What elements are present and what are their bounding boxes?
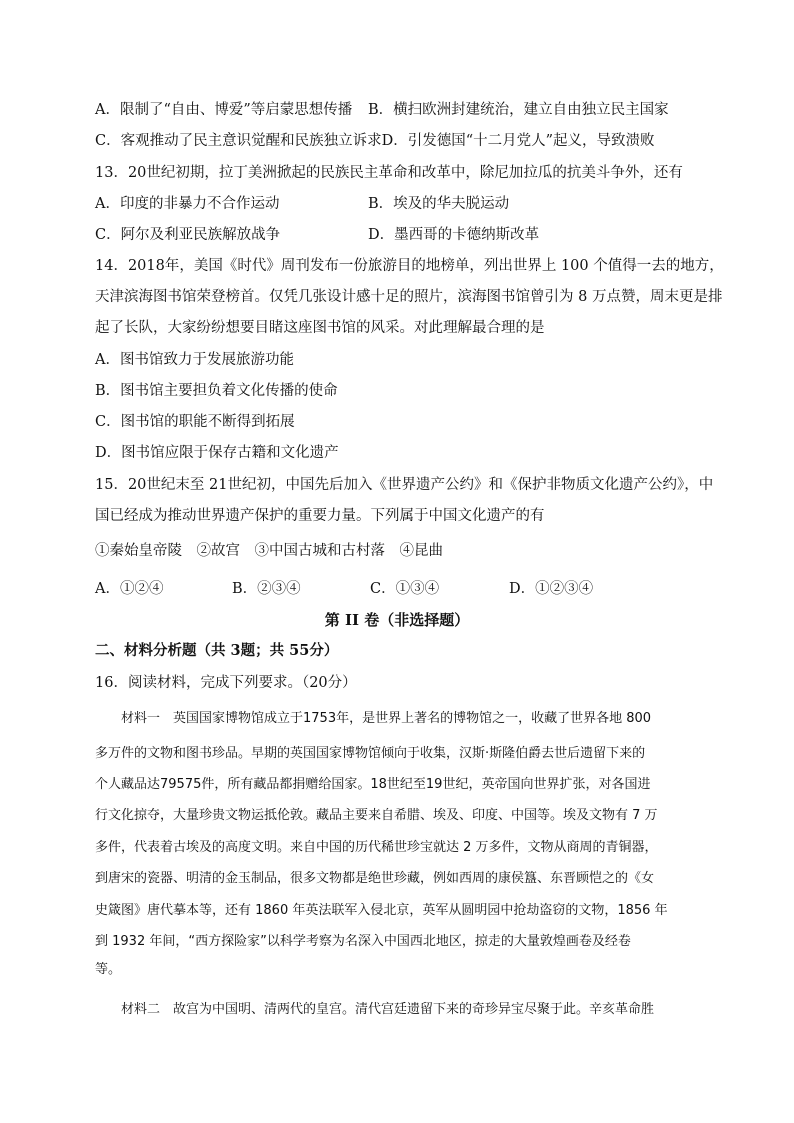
- material1-line: 个人藏品达79575件，所有藏品都捐赠给国家。18世纪至19世纪，英帝国向世界扩张，对各国进: [95, 777, 651, 792]
- q15-items: ①秦始皇帝陵 ②故宫 ③中国古城和古村落 ④昆曲: [95, 543, 443, 559]
- q14-option-b: B．图书馆主要担负着文化传播的使命: [95, 383, 338, 399]
- q15-stem-line: 15．20世纪末至 21世纪初，中国先后加入《世界遗产公约》和《保护非物质文化遗产公约》，中: [95, 477, 714, 493]
- q14-stem-line: 天津滨海图书馆荣登榜首。仅凭几张设计感十足的照片，滨海图书馆曾引为 8 万点赞，周末更是排: [95, 289, 723, 305]
- q15-option-b: B．②③④: [232, 581, 301, 597]
- q14-option-d: D．图书馆应限于保存古籍和文化遗产: [95, 445, 339, 461]
- material2-line: 材料二 故宫为中国明、清两代的皇宫。清代宫廷遗留下来的奇珍异宝尽聚于此。辛亥革命胜: [95, 1002, 655, 1017]
- q16-stem: 16．阅读材料，完成下列要求。（20分）: [95, 675, 357, 691]
- q14-stem-line: 起了长队，大家纷纷想要目睹这座图书馆的风采。对此理解最合理的是: [95, 320, 545, 336]
- material1-line: 材料一 英国国家博物馆成立于1753年，是世界上著名的博物馆之一，收藏了世界各地 800: [95, 711, 652, 726]
- material1-line: 多万件的文物和图书珍品。早期的英国国家博物馆倾向于收集，汉斯·斯隆伯爵去世后遗留下来的: [95, 746, 646, 761]
- q13-option-a: A．印度的非暴力不合作运动: [95, 196, 280, 212]
- q13-stem: 13．20世纪初期，拉丁美洲掀起的民族民主革命和改革中，除尼加拉瓜的抗美斗争外，还有: [95, 165, 683, 181]
- q15-option-d: D．①②③④: [509, 581, 594, 597]
- q15-option-c: C．①③④: [370, 581, 440, 597]
- q15-stem-line: 国已经成为推动世界遗产保护的重要力量。下列属于中国文化遗产的有: [95, 508, 545, 524]
- part2-title: 第 II 卷（非选择题）: [324, 611, 470, 629]
- q12-option-b: B．横扫欧洲封建统治，建立自由独立民主国家: [368, 102, 669, 118]
- part2-heading: 二、材料分析题（共 3题；共 55分）: [95, 642, 339, 659]
- material1-line: 史箴图》唐代摹本等，还有 1860 年英法联军入侵北京，英军从圆明园中抢劫盗窃的文物，1856 年: [95, 903, 668, 918]
- material1-line: 行文化掠夺，大量珍贵文物运抵伦敦。藏品主要来自希腊、埃及、印度、中国等。埃及文物有 7 万: [95, 808, 658, 823]
- q14-stem-line: 14．2018年，美国《时代》周刊发布一份旅游目的地榜单，列出世界上 100 个值得一去的地方，: [95, 258, 724, 274]
- material1-line: 到唐宋的瓷器、明清的金玉制品，很多文物都是绝世珍藏，例如西周的康侯簋、东晋顾恺之的《女: [95, 871, 655, 886]
- q14-option-a: A．图书馆致力于发展旅游功能: [95, 352, 294, 368]
- q15-option-a: A．①②④: [95, 581, 164, 597]
- material1-line: 等。: [95, 962, 122, 977]
- material1-line: 到 1932 年间，“西方探险家”以科学考察为名深入中国西北地区，掠走的大量敦煌画卷及经卷: [95, 934, 631, 949]
- q12-option-cd: C．客观推动了民主意识觉醒和民族独立诉求D．引发德国“十二月党人”起义，导致溃败: [95, 133, 655, 149]
- q13-option-b: B．埃及的华夫脱运动: [368, 196, 510, 212]
- material1-line: 多件，代表着古埃及的高度文明。来自中国的历代稀世珍宝就达 2 万多件，文物从商周的青铜器，: [95, 840, 658, 855]
- q13-option-c: C．阿尔及利亚民族解放战争: [95, 227, 281, 243]
- q12-option-a: A．限制了“自由、博爱”等启蒙思想传播: [95, 102, 353, 118]
- q13-option-d: D．墨西哥的卡德纳斯改革: [368, 227, 540, 243]
- q14-option-c: C．图书馆的职能不断得到拓展: [95, 414, 295, 430]
